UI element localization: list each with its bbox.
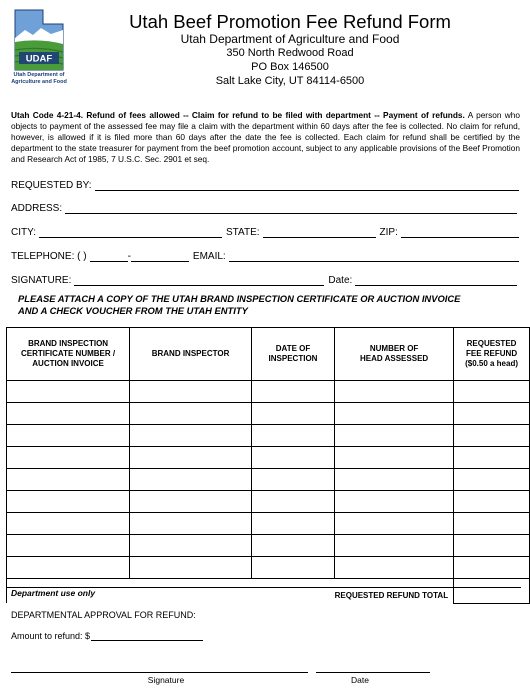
- table-cell[interactable]: [130, 513, 252, 535]
- logo-caption-line1: Utah Department of: [13, 72, 65, 78]
- signature-date-row: [11, 272, 517, 286]
- dept-date-label: Date: [351, 675, 369, 685]
- table-cell[interactable]: [335, 535, 454, 557]
- signature-label: SIGNATURE:: [11, 275, 72, 286]
- form-title: Utah Beef Promotion Fee Refund Form: [129, 11, 451, 32]
- address-field[interactable]: [11, 200, 517, 214]
- table-cell[interactable]: [7, 535, 130, 557]
- table-cell[interactable]: [454, 491, 530, 513]
- department-name: Utah Department of Agriculture and Food: [180, 32, 400, 46]
- table-row[interactable]: [7, 425, 530, 447]
- table-cell[interactable]: [251, 403, 334, 425]
- amount-line[interactable]: [91, 630, 203, 641]
- table-cell[interactable]: [130, 491, 252, 513]
- table-cell[interactable]: [130, 557, 252, 579]
- utah-state-shape-icon: [9, 8, 69, 72]
- table-cell[interactable]: [454, 381, 530, 403]
- table-cell[interactable]: [7, 425, 130, 447]
- table-cell[interactable]: [454, 535, 530, 557]
- address-line1: 350 North Redwood Road: [226, 47, 354, 59]
- logo-caption: [9, 72, 69, 85]
- table-cell[interactable]: [130, 403, 252, 425]
- address-line[interactable]: [65, 202, 517, 214]
- telephone-prefix-line[interactable]: [90, 250, 128, 262]
- table-cell[interactable]: [335, 469, 454, 491]
- table-cell[interactable]: [454, 557, 530, 579]
- state-label: STATE:: [226, 227, 260, 238]
- statute-body: A person who objects to payment of the assessed fee may file a claim with the department within 60 days after the fee is collected. No claim for refund, however, is allowed if it is filed more than 60 days after the date the fee is collected. Each claim for refund shall be certified by the department to the state treasurer for payment from the beef promotion account, subject to any applicable provisions of the Beef Promotion and Research Act of 1985, 7 U.S.C. Sec. 2901 et seq.: [11, 110, 520, 164]
- total-label: REQUESTED REFUND TOTAL: [335, 579, 454, 604]
- table-row[interactable]: [7, 381, 530, 403]
- table-cell[interactable]: [251, 447, 334, 469]
- refund-table: [6, 327, 530, 604]
- table-cell[interactable]: [130, 447, 252, 469]
- telephone-label: TELEPHONE: ( ): [11, 251, 87, 262]
- dept-signature-label: Signature: [147, 675, 185, 685]
- table-cell[interactable]: [454, 447, 530, 469]
- table-row[interactable]: [7, 535, 530, 557]
- email-line[interactable]: [229, 250, 519, 262]
- dept-date-line[interactable]: [316, 672, 430, 673]
- table-row[interactable]: [7, 469, 530, 491]
- table-cell[interactable]: [251, 535, 334, 557]
- col-header-head-count: NUMBER OF HEAD ASSESSED: [335, 328, 454, 381]
- amount-label: Amount to refund: $: [11, 631, 91, 641]
- address-line3: Salt Lake City, UT 84114-6500: [215, 75, 365, 87]
- table-cell[interactable]: [335, 447, 454, 469]
- city-state-zip-row: [11, 224, 519, 238]
- col-header-inspector: BRAND INSPECTOR: [130, 328, 252, 381]
- table-cell[interactable]: [7, 469, 130, 491]
- table-cell[interactable]: [130, 425, 252, 447]
- col-header-date: DATE OF INSPECTION: [251, 328, 334, 381]
- departmental-approval-label: DEPARTMENTAL APPROVAL FOR REFUND:: [11, 610, 196, 620]
- table-cell[interactable]: [335, 491, 454, 513]
- udaf-logo: [9, 8, 69, 92]
- date-label: Date:: [328, 275, 353, 286]
- table-cell[interactable]: [335, 513, 454, 535]
- table-cell[interactable]: [7, 557, 130, 579]
- table-cell[interactable]: [251, 557, 334, 579]
- requested-by-label: REQUESTED BY:: [11, 180, 92, 191]
- table-cell[interactable]: [7, 513, 130, 535]
- table-cell[interactable]: [130, 469, 252, 491]
- telephone-email-row: [11, 248, 519, 262]
- col-header-refund: REQUESTED FEE REFUND ($0.50 a head): [454, 328, 530, 381]
- state-line[interactable]: [263, 226, 376, 238]
- attach-notice-line2: AND A CHECK VOUCHER FROM THE UTAH ENTITY: [18, 305, 248, 316]
- table-cell[interactable]: [7, 403, 130, 425]
- signature-line[interactable]: [74, 274, 324, 286]
- zip-line[interactable]: [401, 226, 519, 238]
- department-use-only: Department use only: [11, 588, 96, 598]
- logo-caption-line2: Agriculture and Food: [11, 78, 67, 85]
- total-amount-cell[interactable]: [454, 579, 530, 604]
- statute-paragraph: [11, 110, 520, 165]
- table-cell[interactable]: [130, 381, 252, 403]
- table-row[interactable]: [7, 513, 530, 535]
- dept-signature-line[interactable]: [11, 672, 308, 673]
- date-line[interactable]: [355, 274, 517, 286]
- table-row[interactable]: [7, 491, 530, 513]
- table-cell[interactable]: [454, 469, 530, 491]
- table-cell[interactable]: [251, 425, 334, 447]
- requested-by-line[interactable]: [95, 179, 519, 191]
- table-cell[interactable]: [335, 557, 454, 579]
- table-cell[interactable]: [251, 469, 334, 491]
- telephone-number-line[interactable]: [131, 250, 189, 262]
- attach-notice: [18, 293, 518, 317]
- col-header-certificate: BRAND INSPECTION CERTIFICATE NUMBER / AUCTION INVOICE: [7, 328, 130, 381]
- table-cell[interactable]: [7, 447, 130, 469]
- table-cell[interactable]: [454, 425, 530, 447]
- table-header-row: [7, 328, 530, 381]
- email-label: EMAIL:: [192, 251, 226, 262]
- table-row[interactable]: [7, 403, 530, 425]
- table-cell[interactable]: [335, 381, 454, 403]
- table-cell[interactable]: [335, 403, 454, 425]
- table-cell[interactable]: [335, 425, 454, 447]
- table-cell[interactable]: [7, 491, 130, 513]
- telephone-dash: -: [127, 251, 131, 262]
- statute-heading: Utah Code 4-21-4. Refund of fees allowed -- Claim for refund to be filed with department -- Payment of refunds.: [11, 110, 465, 120]
- attach-notice-line1: PLEASE ATTACH A COPY OF THE UTAH BRAND INSPECTION CERTIFICATE OR AUCTION INVOICE: [18, 293, 461, 304]
- table-row[interactable]: [7, 447, 530, 469]
- requested-by-field[interactable]: [11, 177, 519, 191]
- table-cell[interactable]: [251, 491, 334, 513]
- zip-label: ZIP:: [379, 227, 398, 238]
- table-cell[interactable]: [130, 535, 252, 557]
- table-row[interactable]: [7, 557, 530, 579]
- city-label: CITY:: [11, 227, 37, 238]
- table-cell[interactable]: [251, 513, 334, 535]
- address-line2: PO Box 146500: [251, 61, 329, 73]
- table-cell[interactable]: [251, 381, 334, 403]
- logo-abbr: UDAF: [25, 53, 53, 65]
- amount-to-refund-field[interactable]: [11, 630, 203, 641]
- table-cell[interactable]: [454, 513, 530, 535]
- table-cell[interactable]: [454, 403, 530, 425]
- address-label: ADDRESS:: [11, 203, 63, 214]
- table-cell[interactable]: [7, 381, 130, 403]
- city-line[interactable]: [39, 226, 222, 238]
